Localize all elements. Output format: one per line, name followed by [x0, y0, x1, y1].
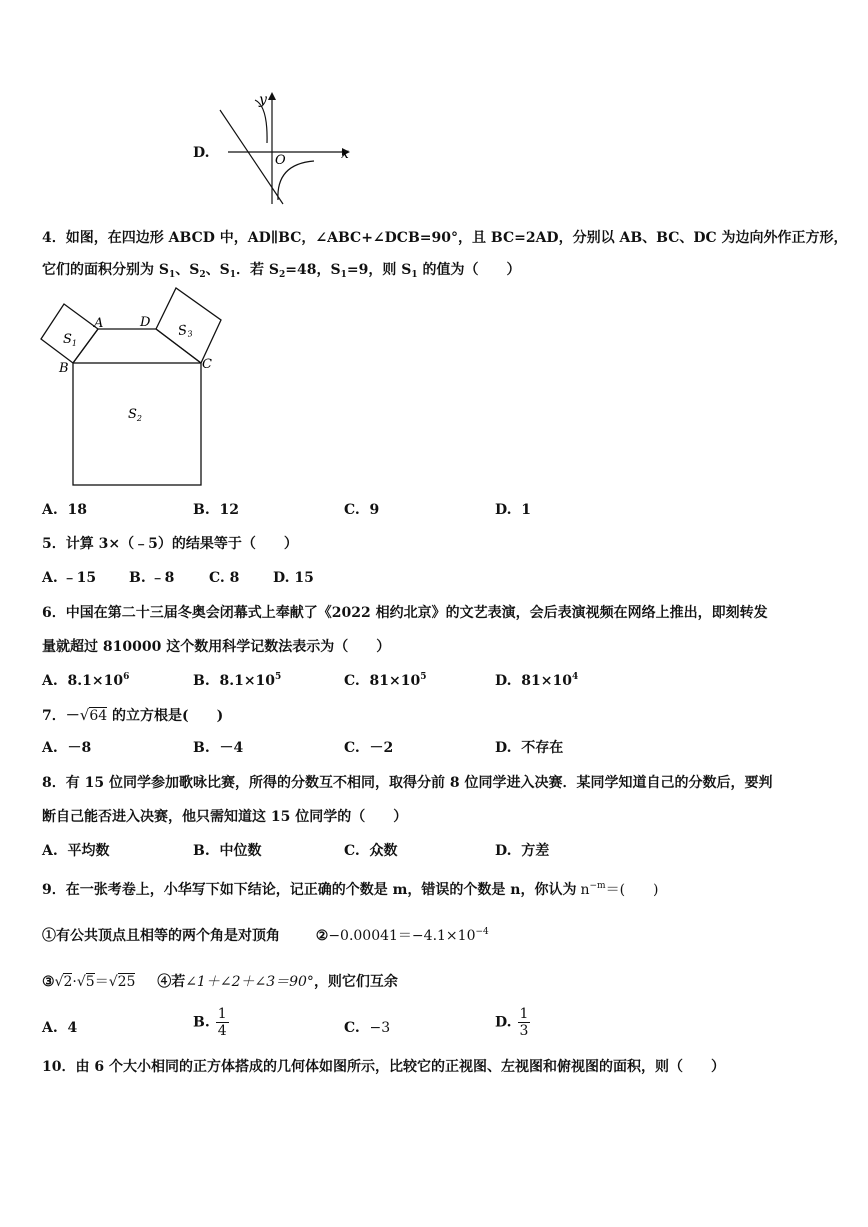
sqrt-symbol: √ — [79, 706, 90, 724]
q9-item3-a: 2 — [63, 974, 73, 990]
option-exp: 5 — [420, 672, 427, 682]
fraction-denominator: 3 — [519, 1023, 529, 1039]
decreasing-line — [220, 110, 283, 204]
q9-stem: 9．在一张考卷上，小华写下如下结论，记正确的个数是 m，错误的个数是 n，你认为 — [42, 882, 577, 898]
option-value: 1 — [521, 502, 532, 518]
q8-option-b[interactable] — [193, 841, 261, 861]
option-letter: D. — [495, 740, 512, 756]
q3-option-d-label: D. — [193, 145, 210, 161]
q5-option-c[interactable] — [209, 568, 239, 588]
option-value: 中位数 — [219, 843, 262, 859]
option-base: 81×10 — [369, 673, 421, 689]
q7-radicand: 64 — [89, 708, 108, 724]
q9-option-b[interactable] — [193, 1006, 229, 1039]
option-value: －8 — [67, 740, 92, 756]
option-value: 4 — [67, 1020, 78, 1036]
fraction — [518, 1006, 531, 1039]
option-letter: C. — [344, 740, 360, 756]
option-letter: B. — [193, 843, 210, 859]
option-letter: C. — [344, 1020, 360, 1036]
option-exp: 5 — [275, 672, 282, 682]
q4-figure — [36, 284, 236, 490]
q9-items-row1 — [42, 926, 489, 946]
option-letter: C. — [344, 502, 360, 518]
option-letter: A. — [42, 1020, 58, 1036]
q9-item2-expr: −0.00041＝−4.1×10 — [328, 928, 476, 944]
square-s3 — [156, 288, 221, 363]
q9-expr-tail: ＝( ) — [605, 882, 659, 898]
q7-prefix: 7．－ — [42, 708, 80, 724]
q9-option-c[interactable] — [344, 1018, 390, 1038]
q3-option-d-graph — [210, 88, 360, 210]
option-value: 不存在 — [521, 740, 564, 756]
sqrt-symbol: √ — [108, 974, 118, 990]
y-axis-label: y — [259, 92, 267, 108]
fraction-numerator: 1 — [519, 1006, 529, 1022]
q10-text: 10．由 6 个大小相同的正方体搭成的几何体如图所示，比较它的正视图、左视图和俯视图的面积，则（ ） — [42, 1059, 725, 1075]
q4-sub1: 1 — [168, 270, 176, 280]
q7-option-d[interactable] — [495, 738, 563, 758]
label-s3: $S_3$ — [177, 322, 194, 340]
q7-text — [42, 705, 223, 726]
option-letter: C. — [344, 673, 360, 689]
q8-text-line2: 断自己能否进入决赛，他只需知道这 15 位同学的（ ） — [42, 809, 408, 825]
dot-operator: · — [72, 974, 77, 990]
q4-text-line1: 4．如图，在四边形 ABCD 中，AD∥BC，∠ABC+∠DCB=90°，且 BC=2AD，分别以 AB、BC、DC 为边向外作正方形， — [42, 230, 848, 246]
q7-option-c[interactable] — [344, 738, 393, 758]
option-value: 8 — [229, 570, 240, 586]
fraction — [216, 1006, 229, 1039]
q4-sub2: 2 — [199, 270, 206, 280]
label-s1: $S_1$ — [63, 332, 77, 348]
option-value: 众数 — [369, 843, 398, 859]
q4-option-d[interactable] — [495, 500, 531, 520]
q4-t2b: 、S — [175, 262, 200, 278]
y-axis-arrow — [268, 92, 276, 100]
q9-item4-expr: ∠1＋∠2＋∠3＝90° — [185, 974, 314, 990]
option-letter: A. — [42, 740, 58, 756]
point-a: A — [94, 316, 104, 331]
option-exp: 6 — [123, 672, 130, 682]
q8-option-a[interactable] — [42, 841, 110, 861]
option-letter: A. — [42, 843, 58, 859]
q6-option-d[interactable] — [495, 671, 578, 691]
q4-t2e: =48，S — [285, 262, 341, 278]
option-letter: A. — [42, 502, 58, 518]
option-letter: B. — [193, 502, 210, 518]
option-base: 81×10 — [521, 673, 572, 689]
option-letter: D. — [495, 1014, 512, 1031]
option-value: ﹣15 — [62, 570, 97, 586]
option-value: 9 — [369, 502, 380, 518]
option-value: 方差 — [521, 843, 550, 859]
q7-suffix: 的立方根是( ) — [107, 708, 224, 724]
q4-sub4: 2 — [279, 270, 286, 280]
q8-option-c[interactable] — [344, 841, 398, 861]
q8-option-d[interactable] — [495, 841, 549, 861]
option-letter: D. — [495, 843, 512, 859]
q4-t2g: 的值为（ ） — [417, 262, 521, 278]
label-s2: $S_2$ — [128, 407, 142, 423]
option-letter: B. — [193, 1014, 210, 1031]
q4-t2f: =9，则 S — [346, 262, 412, 278]
option-base: 8.1×10 — [67, 673, 124, 689]
option-value: ﹣8 — [150, 570, 175, 586]
q4-sub6: 1 — [411, 270, 418, 280]
q6-text-line1: 6．中国在第二十三届冬奥会闭幕式上奉献了《2022 相约北京》的文艺表演，会后表演视频在网络上推出，即刻转发 — [42, 605, 768, 621]
q4-option-c[interactable] — [344, 500, 379, 520]
option-exp: 4 — [571, 672, 579, 682]
fraction-numerator: 1 — [217, 1006, 227, 1022]
option-value: －4 — [219, 740, 244, 756]
option-letter: C. — [344, 843, 360, 859]
q9-items-row2 — [42, 972, 398, 992]
q7-option-b[interactable] — [193, 738, 243, 758]
q4-t2c: 、S — [205, 262, 230, 278]
q8-text-line1: 8．有 15 位同学参加歌咏比赛，所得的分数互不相同，取得分前 8 位同学进入决赛．某同学知道自己的分数后，要判 — [42, 775, 773, 791]
q6-option-a[interactable] — [42, 671, 129, 691]
q5-option-b[interactable] — [129, 568, 174, 588]
option-letter: D. — [495, 502, 512, 518]
option-value: −3 — [369, 1020, 391, 1036]
option-letter: D. — [273, 570, 290, 586]
q4-t2d: ．若 S — [236, 262, 280, 278]
square-s2 — [73, 363, 201, 485]
option-letter: D. — [495, 673, 512, 689]
equals-sign: ＝ — [94, 974, 109, 990]
q9-item1: ①有公共顶点且相等的两个角是对顶角 — [42, 928, 280, 944]
q9-option-d[interactable] — [495, 1006, 530, 1039]
q9-item3-c: 25 — [117, 974, 136, 990]
origin-label: O — [275, 153, 286, 168]
q7-option-a[interactable] — [42, 738, 91, 758]
q4-option-a[interactable] — [42, 500, 87, 520]
option-letter: A. — [42, 570, 58, 586]
option-letter: C. — [209, 570, 225, 586]
q9-expr-exp: −m — [589, 881, 606, 891]
option-letter: B. — [193, 673, 210, 689]
q6-option-c[interactable] — [344, 671, 427, 691]
q5-option-d[interactable] — [273, 568, 314, 588]
fraction-denominator: 4 — [217, 1023, 227, 1039]
option-value: 12 — [219, 502, 239, 518]
sqrt-symbol: √ — [54, 974, 64, 990]
option-letter: B. — [129, 570, 146, 586]
q9-option-a[interactable] — [42, 1018, 77, 1038]
q4-sub3: 1 — [229, 270, 237, 280]
q9-item2-label: ② — [315, 928, 329, 944]
option-letter: B. — [193, 740, 210, 756]
q9-item4-label: ④若 — [157, 974, 186, 990]
q6-option-b[interactable] — [193, 671, 281, 691]
point-c: C — [202, 357, 212, 372]
option-base: 8.1×10 — [219, 673, 276, 689]
q9-item2-exp: −4 — [475, 927, 489, 937]
x-axis-label: x — [341, 146, 349, 162]
sqrt-symbol: √ — [76, 974, 86, 990]
option-value: 18 — [67, 502, 87, 518]
q9-item3-b: 5 — [85, 974, 95, 990]
q9-item4-tail: ，则它们互余 — [313, 974, 398, 990]
q6-text-line2: 量就超过 810000 这个数用科学记数法表示为（ ） — [42, 639, 391, 655]
q5-option-a[interactable] — [42, 568, 96, 588]
option-letter: A. — [42, 673, 58, 689]
q9-text — [42, 880, 659, 900]
q5-text: 5．计算 3×（﹣5）的结果等于（ ） — [42, 536, 298, 552]
q4-t2a: 它们的面积分别为 S — [42, 262, 169, 278]
q9-item3-label: ③ — [42, 974, 55, 990]
option-value: 平均数 — [67, 843, 110, 859]
q4-sub5: 1 — [340, 270, 347, 280]
option-value: 15 — [294, 570, 314, 586]
q4-option-b[interactable] — [193, 500, 239, 520]
q9-expr-base: n — [580, 882, 590, 898]
option-value: －2 — [369, 740, 394, 756]
point-d: D — [140, 315, 151, 330]
point-b: B — [59, 361, 69, 376]
q4-text-line2 — [42, 260, 520, 280]
